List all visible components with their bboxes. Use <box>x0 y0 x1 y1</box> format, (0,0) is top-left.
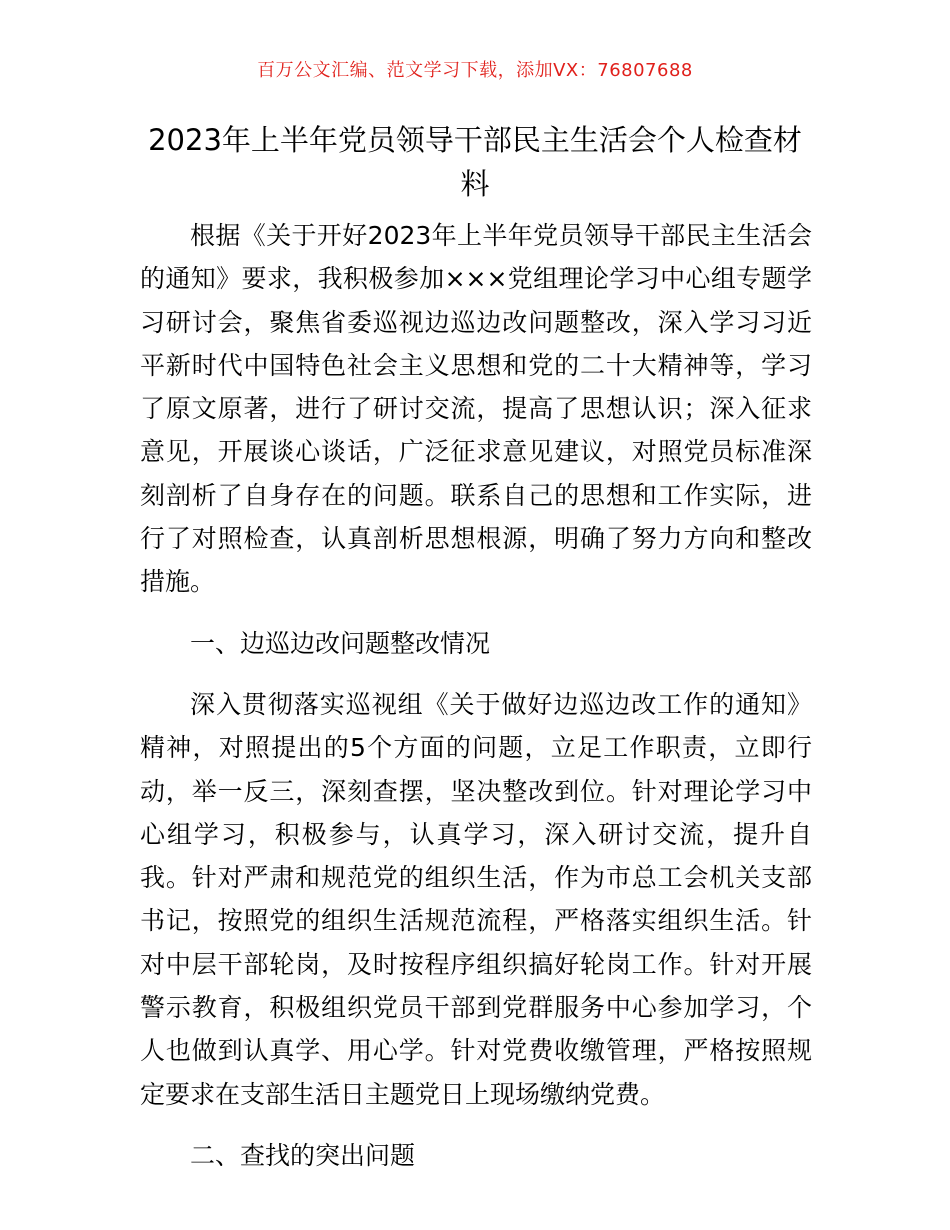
section-2-heading: 二、查找的突出问题 <box>190 1140 416 1170</box>
document-title: 2023年上半年党员领导干部民主生活会个人检查材料 <box>148 123 802 201</box>
section-1-paragraph: 深入贯彻落实巡视组《关于做好边巡边改工作的通知》精神，对照提出的5个方面的问题，立足工作职责，立即行动，举一反三，深刻查摆，坚决整改到位。针对理论学习中心组学习，积极参与，认真学习，深入研讨交流，提升自我。针对严肃和规范党的组织生活，作为市总工会机关支部书记，按照党的组织生活规范流程，严格落实组织生活。针对中层干部轮岗，及时按程序组织搞好轮岗工作。针对开展警示教育，积极组织党员干部到党群服务中心参加学习，个人也做到认真学、用心学。针对党费收缴管理，严格按照规定要求在支部生活日主题党日上现场缴纳党费。 <box>140 689 812 1109</box>
header-watermark-note: 百万公文汇编、范文学习下载，添加VX：76807688 <box>257 60 693 81</box>
intro-paragraph: 根据《关于开好2023年上半年党员领导干部民主生活会的通知》要求，我积极参加×××党组理论学习中心组专题学习研讨会，聚焦省委巡视边巡边改问题整改，深入学习习近平新时代中国特色社会主义思想和党的二十大精神等，学习了原文原著，进行了研讨交流，提高了思想认识；深入征求意见，开展谈心谈话，广泛征求意见建议，对照党员标准深刻剖析了自身存在的问题。联系自己的思想和工作实际，进行了对照检查，认真剖析思想根源，明确了努力方向和整改措施。 <box>140 221 812 597</box>
section-1-heading: 一、边巡边改问题整改情况 <box>190 628 491 658</box>
document-body <box>140 214 812 1177</box>
